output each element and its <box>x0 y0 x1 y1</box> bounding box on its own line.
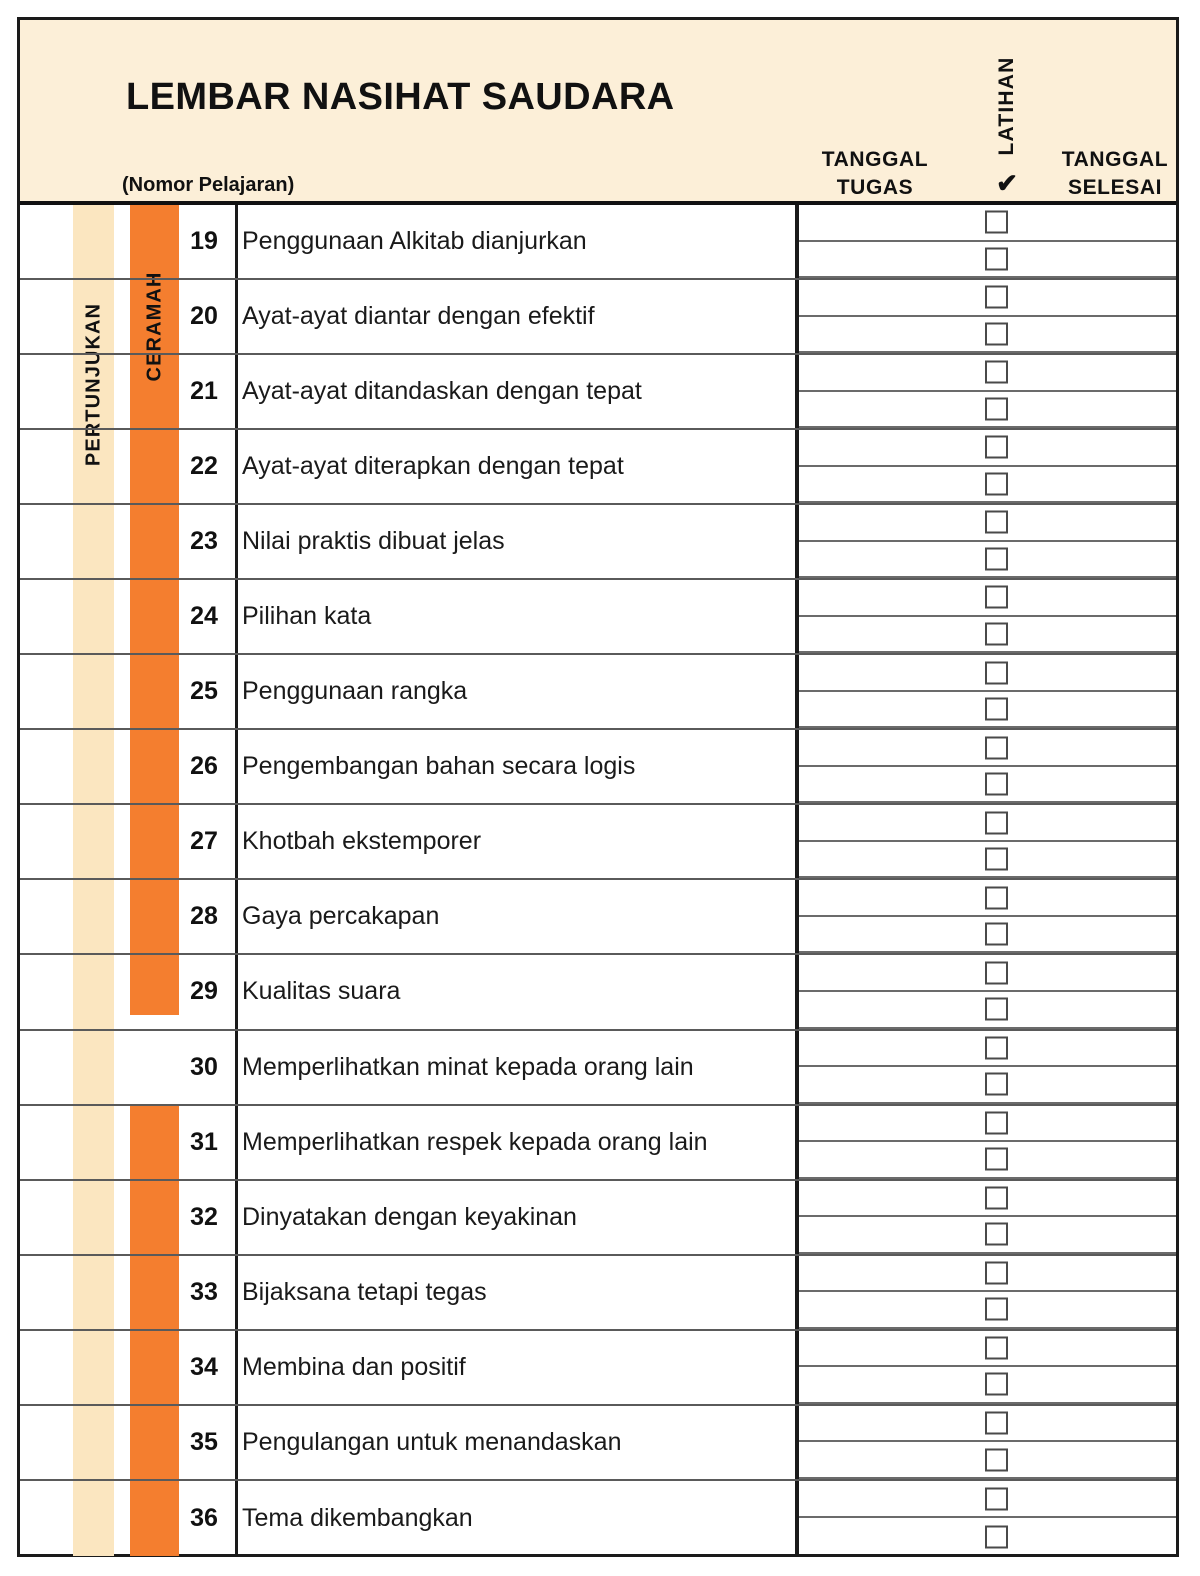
table-row <box>20 880 1176 955</box>
date-entry-subrow[interactable] <box>799 355 1176 392</box>
lesson-number-label: (Nomor Pelajaran) <box>122 174 295 196</box>
latihan-checkbox[interactable] <box>985 1073 1008 1096</box>
latihan-checkbox[interactable] <box>985 1298 1008 1321</box>
row-date-area <box>799 430 1176 503</box>
row-number: 31 <box>190 1127 218 1156</box>
row-date-area <box>799 1331 1176 1404</box>
latihan-checkbox[interactable] <box>985 247 1008 270</box>
latihan-checkbox[interactable] <box>985 623 1008 646</box>
date-entry-subrow[interactable] <box>799 1067 1176 1104</box>
section-band-ceramah-label: CERAMAH <box>143 271 165 382</box>
row-label: Ayat-ayat diterapkan dengan tepat <box>242 452 624 481</box>
row-date-area <box>799 280 1176 353</box>
date-entry-subrow[interactable] <box>799 430 1176 467</box>
date-entry-subrow[interactable] <box>799 842 1176 879</box>
table-row <box>20 805 1176 880</box>
column-header-tanggal-selesai-line1: TANGGAL <box>1061 148 1169 171</box>
column-header-tanggal-selesai-line2: SELESAI <box>1067 175 1163 199</box>
date-entry-subrow[interactable] <box>799 955 1176 992</box>
date-entry-subrow[interactable] <box>799 242 1176 279</box>
row-number: 24 <box>190 602 218 631</box>
row-label: Khotbah ekstemporer <box>242 827 482 856</box>
row-number: 23 <box>190 527 218 556</box>
row-date-area <box>799 355 1176 428</box>
row-label: Ayat-ayat diantar dengan efektif <box>242 302 595 331</box>
row-label: Kualitas suara <box>242 977 401 1006</box>
column-header-tanggal-tugas-line1: TANGGAL <box>821 148 929 171</box>
latihan-checkbox[interactable] <box>985 998 1008 1021</box>
date-entry-subrow[interactable] <box>799 1518 1176 1556</box>
date-entry-subrow[interactable] <box>799 917 1176 954</box>
latihan-checkbox[interactable] <box>985 886 1008 909</box>
table-row <box>20 505 1176 580</box>
date-entry-subrow[interactable] <box>799 280 1176 317</box>
row-date-area <box>799 1481 1176 1556</box>
date-entry-subrow[interactable] <box>799 1217 1176 1254</box>
date-entry-subrow[interactable] <box>799 617 1176 654</box>
latihan-checkbox[interactable] <box>985 1526 1008 1549</box>
latihan-checkbox[interactable] <box>985 736 1008 759</box>
table-row <box>20 655 1176 730</box>
row-number: 36 <box>190 1503 218 1532</box>
date-entry-subrow[interactable] <box>799 317 1176 354</box>
row-label: Dinyatakan dengan keyakinan <box>242 1202 577 1231</box>
latihan-checkbox[interactable] <box>985 1036 1008 1059</box>
table-row <box>20 1181 1176 1256</box>
row-date-area <box>799 205 1176 278</box>
date-entry-subrow[interactable] <box>799 655 1176 692</box>
table-row <box>20 1031 1176 1106</box>
row-number: 29 <box>190 977 218 1006</box>
row-label: Ayat-ayat ditandaskan dengan tepat <box>242 377 642 406</box>
row-label: Nilai praktis dibuat jelas <box>242 527 505 556</box>
row-number: 21 <box>190 377 218 406</box>
row-number: 33 <box>190 1277 218 1306</box>
row-label: Penggunaan rangka <box>242 677 468 706</box>
table-row <box>20 205 1176 280</box>
row-date-area <box>799 655 1176 728</box>
row-date-area <box>799 1406 1176 1479</box>
date-entry-subrow[interactable] <box>799 1031 1176 1068</box>
latihan-checkbox[interactable] <box>985 1487 1008 1510</box>
row-number: 35 <box>190 1427 218 1456</box>
row-label: Pengulangan untuk menandaskan <box>242 1427 622 1456</box>
latihan-checkbox[interactable] <box>985 961 1008 984</box>
date-entry-subrow[interactable] <box>799 505 1176 542</box>
row-number: 26 <box>190 752 218 781</box>
table-row <box>20 355 1176 430</box>
date-entry-subrow[interactable] <box>799 467 1176 504</box>
date-entry-subrow[interactable] <box>799 767 1176 804</box>
latihan-checkbox[interactable] <box>985 698 1008 721</box>
table-row <box>20 580 1176 655</box>
date-entry-subrow[interactable] <box>799 1406 1176 1443</box>
row-label: Pilihan kata <box>242 602 372 631</box>
checkmark-icon: ✔ <box>996 168 1018 198</box>
latihan-checkbox[interactable] <box>985 586 1008 609</box>
table-row <box>20 280 1176 355</box>
date-entry-subrow[interactable] <box>799 1256 1176 1293</box>
row-date-area <box>799 580 1176 653</box>
column-header-tanggal-tugas-line2: TUGAS <box>836 175 914 199</box>
date-entry-subrow[interactable] <box>799 730 1176 767</box>
row-date-area <box>799 730 1176 803</box>
date-entry-subrow[interactable] <box>799 392 1176 429</box>
latihan-checkbox[interactable] <box>985 1111 1008 1134</box>
row-date-area <box>799 880 1176 953</box>
date-entry-subrow[interactable] <box>799 1442 1176 1479</box>
sheet-header <box>20 20 1176 205</box>
date-entry-subrow[interactable] <box>799 880 1176 917</box>
row-number: 20 <box>190 302 218 331</box>
table-row <box>20 955 1176 1030</box>
row-date-area <box>799 1181 1176 1254</box>
latihan-checkbox[interactable] <box>985 286 1008 309</box>
checklist-rows <box>20 205 1176 1556</box>
row-number: 19 <box>190 227 218 256</box>
advice-sheet <box>17 17 1179 1557</box>
date-entry-subrow[interactable] <box>799 1181 1176 1218</box>
row-label: Memperlihatkan minat kepada orang lain <box>242 1052 694 1081</box>
date-entry-subrow[interactable] <box>799 1292 1176 1329</box>
date-entry-subrow[interactable] <box>799 1331 1176 1368</box>
latihan-checkbox[interactable] <box>985 361 1008 384</box>
table-row <box>20 1106 1176 1181</box>
row-number: 28 <box>190 902 218 931</box>
date-entry-subrow[interactable] <box>799 692 1176 729</box>
latihan-checkbox[interactable] <box>985 397 1008 420</box>
sheet-body <box>20 205 1176 1556</box>
table-row <box>20 430 1176 505</box>
row-date-area <box>799 955 1176 1028</box>
row-date-area <box>799 1106 1176 1179</box>
row-number: 25 <box>190 677 218 706</box>
row-label: Memperlihatkan respek kepada orang lain <box>242 1127 708 1156</box>
section-band-pertunjukan-label: PERTUNJUKAN <box>82 302 104 467</box>
date-entry-subrow[interactable] <box>799 1106 1176 1143</box>
latihan-checkbox[interactable] <box>985 1261 1008 1284</box>
table-row <box>20 1406 1176 1481</box>
latihan-checkbox[interactable] <box>985 1412 1008 1435</box>
row-label: Gaya percakapan <box>242 902 440 931</box>
latihan-checkbox[interactable] <box>985 811 1008 834</box>
row-label: Pengembangan bahan secara logis <box>242 752 636 781</box>
row-date-area <box>799 1256 1176 1329</box>
latihan-checkbox[interactable] <box>985 511 1008 534</box>
date-entry-subrow[interactable] <box>799 580 1176 617</box>
row-date-area <box>799 505 1176 578</box>
latihan-checkbox[interactable] <box>985 1448 1008 1471</box>
latihan-checkbox[interactable] <box>985 1148 1008 1171</box>
column-header-tanggal-selesai <box>1020 146 1200 201</box>
latihan-checkbox[interactable] <box>985 773 1008 796</box>
date-entry-subrow[interactable] <box>799 1142 1176 1179</box>
latihan-checkbox[interactable] <box>985 547 1008 570</box>
latihan-checkbox[interactable] <box>985 211 1008 234</box>
latihan-checkbox[interactable] <box>985 661 1008 684</box>
row-label: Bijaksana tetapi tegas <box>242 1277 487 1306</box>
date-entry-subrow[interactable] <box>799 1367 1176 1404</box>
latihan-checkbox[interactable] <box>985 322 1008 345</box>
latihan-checkbox[interactable] <box>985 1336 1008 1359</box>
row-number: 30 <box>190 1052 218 1081</box>
row-date-area <box>799 1031 1176 1104</box>
latihan-checkbox[interactable] <box>985 436 1008 459</box>
table-row <box>20 1256 1176 1331</box>
row-label: Penggunaan Alkitab dianjurkan <box>242 227 587 256</box>
row-label: Membina dan positif <box>242 1352 466 1381</box>
date-entry-subrow[interactable] <box>799 542 1176 579</box>
row-number: 34 <box>190 1352 218 1381</box>
date-entry-subrow[interactable] <box>799 805 1176 842</box>
latihan-checkbox[interactable] <box>985 923 1008 946</box>
column-header-latihan-label: LATIHAN <box>995 56 1018 156</box>
table-row <box>20 730 1176 805</box>
table-row <box>20 1331 1176 1406</box>
latihan-checkbox[interactable] <box>985 1223 1008 1246</box>
table-row <box>20 1481 1176 1556</box>
column-header-tanggal-tugas <box>780 146 970 201</box>
date-entry-subrow[interactable] <box>799 205 1176 242</box>
row-date-area <box>799 805 1176 878</box>
row-number: 32 <box>190 1202 218 1231</box>
date-entry-subrow[interactable] <box>799 1481 1176 1519</box>
latihan-checkbox[interactable] <box>985 1373 1008 1396</box>
latihan-checkbox[interactable] <box>985 472 1008 495</box>
latihan-checkbox[interactable] <box>985 848 1008 871</box>
latihan-checkbox[interactable] <box>985 1186 1008 1209</box>
row-label: Tema dikembangkan <box>242 1503 473 1532</box>
date-entry-subrow[interactable] <box>799 992 1176 1029</box>
page-title: LEMBAR NASIHAT SAUDARA <box>126 76 675 118</box>
row-number: 27 <box>190 827 218 856</box>
row-number: 22 <box>190 452 218 481</box>
